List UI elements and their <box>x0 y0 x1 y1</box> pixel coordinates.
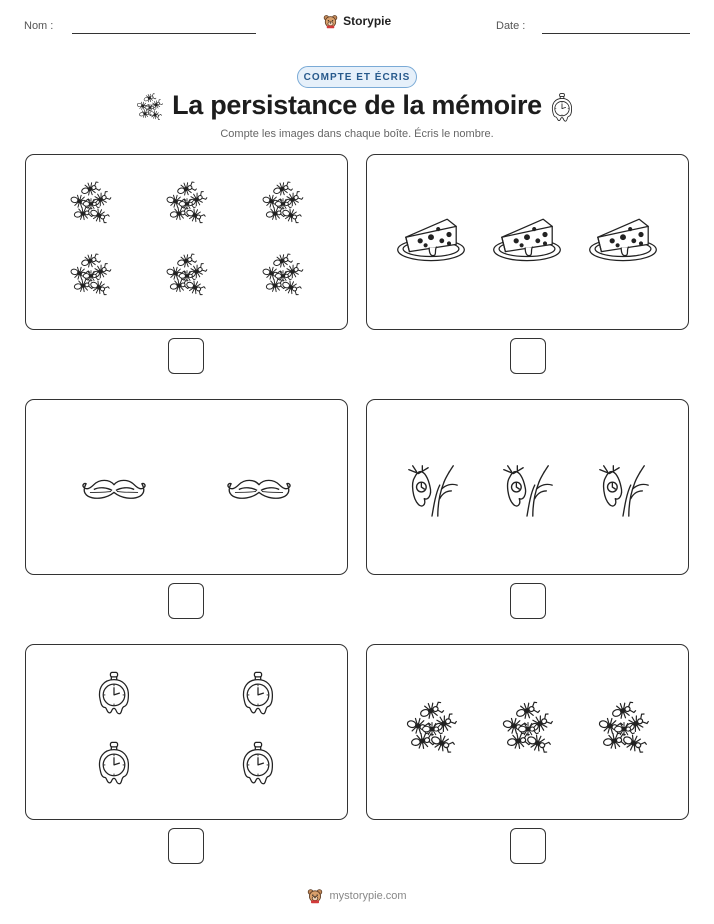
answer-box-6[interactable] <box>510 828 546 864</box>
cheese-icon <box>395 215 467 263</box>
ants-icon <box>69 253 113 297</box>
date-line[interactable] <box>542 33 690 34</box>
date-label: Date : <box>496 20 526 32</box>
mustache-icon <box>80 477 148 502</box>
answer-box-2[interactable] <box>510 338 546 374</box>
brand <box>0 14 714 29</box>
ants-icon <box>165 253 209 297</box>
melting-tree-icon <box>594 460 652 518</box>
answer-box-5[interactable] <box>168 828 204 864</box>
footer-url[interactable]: mystorypie.com <box>329 889 407 902</box>
activity-tag: COMPTE ET ÉCRIS <box>297 66 417 88</box>
footer <box>0 888 714 904</box>
count-box-3 <box>25 399 348 575</box>
count-box-1 <box>25 154 348 330</box>
ants-icon <box>165 181 209 225</box>
count-box-5 <box>25 644 348 820</box>
page-title: La persistance de la mémoire <box>172 90 542 120</box>
ants-icon <box>597 701 651 755</box>
count-box-6 <box>366 644 689 820</box>
melting-tree-icon <box>403 460 461 518</box>
melting-clock-icon <box>240 741 276 787</box>
melting-clock-icon <box>240 671 276 717</box>
ants-icon <box>69 181 113 225</box>
count-box-2 <box>366 154 689 330</box>
answer-box-1[interactable] <box>168 338 204 374</box>
answer-box-3[interactable] <box>168 583 204 619</box>
melting-clock-icon <box>96 741 132 787</box>
count-box-4 <box>366 399 689 575</box>
bear-logo-icon <box>307 888 323 904</box>
name-line[interactable] <box>72 33 256 34</box>
melting-clock-icon <box>550 93 574 123</box>
name-label: Nom : <box>24 20 54 32</box>
ants-icon <box>405 701 459 755</box>
mustache-icon <box>225 477 293 502</box>
melting-tree-icon <box>498 460 556 518</box>
cheese-icon <box>491 215 563 263</box>
instructions: Compte les images dans chaque boîte. Écris le nombre. <box>220 128 494 140</box>
bear-logo-icon <box>323 14 338 29</box>
brand-name: Storypie <box>343 14 392 28</box>
ants-icon <box>501 701 555 755</box>
ants-icon <box>261 253 305 297</box>
answer-box-4[interactable] <box>510 583 546 619</box>
cheese-icon <box>587 215 659 263</box>
melting-clock-icon <box>96 671 132 717</box>
ants-icon <box>261 181 305 225</box>
